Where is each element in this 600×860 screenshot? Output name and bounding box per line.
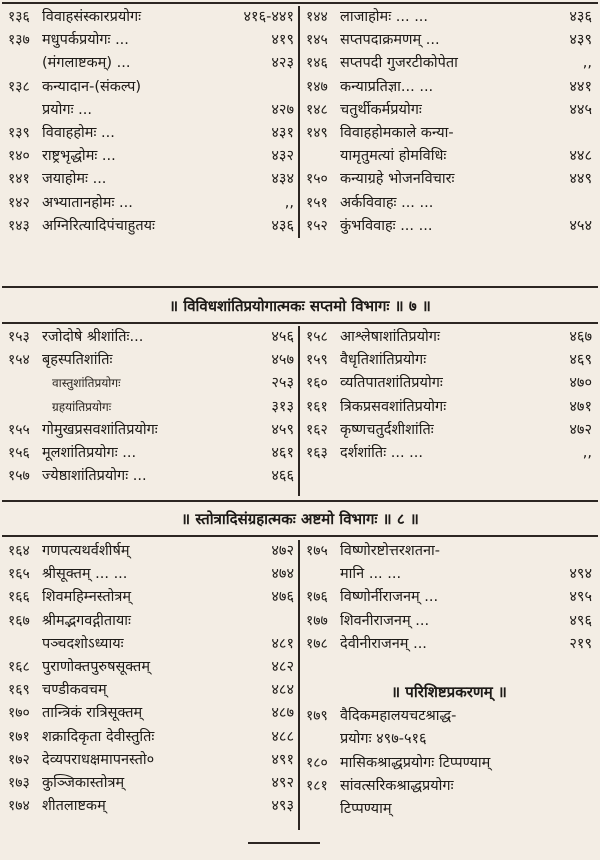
entry-number: १४८ [306, 101, 328, 118]
entry-page: ४२३ [271, 55, 294, 72]
entry-page: ४७१ [569, 398, 592, 415]
entry-page: ४२७ [271, 101, 294, 118]
entry-title: तान्त्रिकं रात्रिसूक्तम् [42, 705, 143, 722]
entry-title: श्रीमद्भगवद्गीतायाः [42, 612, 131, 629]
index-entry [306, 540, 592, 563]
entry-page: ४१६-४४१ [243, 9, 294, 25]
section-2-right-column [306, 326, 592, 465]
entry-page: ४५७ [271, 352, 294, 369]
index-entry [306, 29, 592, 52]
section-heading-7: ॥ विविधशांतिप्रयोगात्मकः सप्तमो विभागः ॥ ७ ॥ [169, 297, 431, 315]
entry-page: ४९३ [271, 798, 294, 815]
index-entry [8, 29, 294, 52]
end-rule [248, 842, 320, 844]
index-entry [306, 563, 592, 586]
entry-page: २१९ [569, 635, 592, 652]
entry-title: गणपत्यथर्वशीर्षम् [42, 543, 130, 559]
entry-page: ४३९ [569, 32, 592, 49]
entry-title: पुराणोक्तपुरुषसूक्तम् [42, 658, 150, 675]
entry-page: ४६६ [271, 468, 294, 485]
entry-number: १६० [306, 375, 328, 392]
entry-page: ४७४ [271, 566, 294, 583]
entry-number: १४४ [306, 9, 328, 25]
index-entry [306, 728, 592, 751]
entry-title: कृष्णचतुर्दशीशांतिः [340, 421, 434, 438]
index-entry [306, 798, 592, 821]
entry-page: ४५६ [271, 329, 294, 345]
index-entry [306, 192, 592, 215]
index-entry [306, 419, 592, 442]
entry-number: १६५ [8, 566, 30, 583]
entry-number: १५२ [306, 217, 328, 234]
entry-number: १३६ [8, 9, 30, 25]
entry-page: ४६७ [569, 329, 592, 345]
entry-page: ४८८ [271, 728, 294, 745]
entry-title: रजोदोषे श्रीशांतिः... [42, 329, 144, 345]
entry-title: सांवत्सरिकश्राद्धप्रयोगः [340, 777, 454, 794]
entry-page: ४९५ [569, 589, 592, 606]
section-2 [0, 326, 600, 496]
entry-title: वास्तुशांतिप्रयोगः [52, 376, 121, 391]
index-entry [306, 349, 592, 372]
entry-number: १५८ [306, 329, 328, 345]
index-entry [8, 52, 294, 75]
entry-number: १५० [306, 171, 328, 188]
section-heading-8: ॥ स्तोत्रादिसंग्रहात्मकः अष्टमो विभागः ॥ ८ ॥ [181, 510, 419, 528]
entry-title: चण्डीकवचम् [42, 682, 107, 699]
entry-page: ४७२ [271, 543, 294, 559]
index-entry [8, 419, 294, 442]
index-entry [306, 215, 592, 238]
entry-number: १६९ [8, 682, 30, 699]
entry-number: १७७ [306, 612, 328, 629]
entry-number: १५९ [306, 352, 328, 369]
entry-title: राष्ट्रभृद्धोमः ... [42, 148, 116, 165]
entry-page: २५३ [271, 375, 294, 392]
index-entry [8, 372, 294, 395]
entry-number: १८१ [306, 777, 328, 794]
entry-number: १६८ [8, 658, 30, 675]
section-3-right-column [306, 540, 592, 821]
entry-title: मूलशांतिप्रयोगः ... [42, 444, 137, 461]
entry-number: १८० [306, 754, 328, 771]
index-entry [8, 99, 294, 122]
entry-title: सप्तपदाक्रमणम् ... [340, 32, 440, 49]
index-entry [306, 145, 592, 168]
entry-number: १६३ [306, 444, 328, 461]
entry-title: कन्याप्रतिज्ञा... ... [340, 78, 434, 95]
index-entry [306, 633, 592, 656]
index-entry [8, 168, 294, 191]
entry-title: पञ्चदशोऽध्यायः [42, 635, 124, 652]
entry-page: ४७० [569, 375, 592, 392]
index-entry [8, 396, 294, 419]
entry-number: १४३ [8, 217, 30, 234]
index-entry [306, 168, 592, 191]
entry-title: अग्निरित्यादिपंचाहुतयः [42, 217, 155, 234]
appendix-heading: ॥ परिशिष्टप्रकरणम् ॥ [391, 683, 507, 702]
index-entry [8, 465, 294, 488]
entry-number: १७३ [8, 774, 30, 791]
entry-number: १७५ [306, 543, 328, 559]
section-1-left-column [8, 6, 294, 238]
entry-page: ३१३ [271, 398, 294, 415]
index-entry [8, 749, 294, 772]
index-entry [8, 442, 294, 465]
index-entry [306, 442, 592, 465]
entry-title: ज्येष्ठाशांतिप्रयोगः ... [42, 468, 147, 485]
entry-page: ४९४ [569, 566, 592, 583]
entry-title: कुंभविवाहः ... ... [340, 217, 433, 234]
entry-number: १४७ [306, 78, 328, 95]
entry-title: कन्याग्रहे भोजनविचारः [340, 171, 455, 188]
entry-number: १६७ [8, 612, 30, 629]
entry-page: ४८७ [271, 705, 294, 722]
entry-title: प्रयोगः ४९७-५१६ [340, 731, 427, 748]
entry-page: ४३१ [271, 124, 294, 141]
section-1-right-column [306, 6, 592, 238]
entry-number: १७६ [306, 589, 328, 606]
entry-page: ४७६ [271, 589, 294, 606]
entry-number: १७८ [306, 635, 328, 652]
entry-title: त्रिकप्रसवशांतिप्रयोगः [340, 398, 447, 415]
section-3-left-column [8, 540, 294, 818]
entry-title: आश्लेषाशांतिप्रयोगः [340, 329, 440, 345]
entry-number: १६१ [306, 398, 328, 415]
column-divider [298, 6, 300, 238]
entry-title: सप्तपदी गुजरटीकोपेता [340, 55, 458, 72]
entry-title: वैधृतिशांतिप्रयोगः [340, 352, 427, 369]
index-entry [8, 122, 294, 145]
entry-title: गोमुखप्रसवशांतिप्रयोगः [42, 421, 158, 438]
entry-page: ४७२ [569, 421, 592, 438]
entry-page: ,, [582, 55, 592, 72]
index-entry [306, 122, 592, 145]
index-entry [8, 795, 294, 818]
index-entry [8, 192, 294, 215]
entry-title: विष्णोर्नीराजनम् ... [340, 589, 439, 606]
entry-title: चतुर्थीकर्मप्रयोगः [340, 101, 422, 118]
entry-page: ४४८ [569, 148, 592, 165]
entry-title: दर्शशांतिः ... ... [340, 444, 423, 461]
rule-below-heading-7 [2, 322, 598, 324]
entry-page: ४३६ [271, 217, 294, 234]
index-entry [306, 326, 592, 349]
entry-number: १३७ [8, 32, 30, 49]
index-entry [306, 372, 592, 395]
entry-title: अभ्यातानहोमः ... [42, 194, 133, 211]
entry-title: मानि ... ... [340, 566, 402, 583]
entry-title: टिप्पण्याम् [340, 800, 392, 817]
index-entry [306, 99, 592, 122]
entry-number: १५४ [8, 352, 30, 369]
entry-page: ४८१ [271, 635, 294, 652]
entry-number: १४६ [306, 55, 328, 72]
entry-number: १६६ [8, 589, 30, 606]
index-entry [306, 610, 592, 633]
index-entry [8, 656, 294, 679]
rule-above-heading-7 [2, 286, 598, 288]
entry-number: १६४ [8, 543, 30, 559]
section-1 [0, 6, 600, 238]
section-2-left-column [8, 326, 294, 488]
index-entry [8, 145, 294, 168]
entry-title: कन्यादान-(संकल्प) [42, 78, 142, 95]
entry-number: १४९ [306, 124, 328, 141]
entry-title: देवीनीराजनम् ... [340, 635, 427, 652]
rule-below-heading-8 [2, 535, 598, 537]
index-entry [8, 540, 294, 563]
entry-page: ४६९ [569, 352, 592, 369]
index-entry [8, 679, 294, 702]
entry-number: १५६ [8, 444, 30, 461]
top-rule [2, 2, 598, 4]
entry-title: यामृतुमत्यां होमविधिः [340, 148, 447, 165]
entry-title: प्रयोगः ... [42, 101, 92, 118]
index-entry [8, 772, 294, 795]
index-entry [8, 349, 294, 372]
entry-title: विष्णोरष्टोत्तरशतना- [340, 543, 440, 559]
entry-title: शीतलाष्टकम् [42, 798, 106, 815]
index-entry [8, 610, 294, 633]
entry-number: १७० [8, 705, 30, 722]
entry-title: (मंगलाष्टकम्) ... [42, 55, 131, 72]
entry-title: मासिकश्राद्धप्रयोगः टिप्पण्याम् [340, 754, 491, 771]
section-3 [0, 540, 600, 830]
entry-page: ४९१ [271, 751, 294, 768]
entry-title: व्यतिपातशांतिप्रयोगः [340, 375, 443, 392]
entry-title: अर्कविवाहः ... ... [340, 194, 434, 211]
entry-page: ४४१ [569, 78, 592, 95]
entry-number: १७४ [8, 798, 30, 815]
index-entry [306, 775, 592, 798]
rule-above-heading-8 [2, 500, 598, 502]
index-entry [8, 586, 294, 609]
entry-title: शक्रादिकृता देवीस्तुतिः [42, 728, 155, 745]
index-entry [306, 76, 592, 99]
entry-number: १४१ [8, 171, 30, 188]
entry-title: देव्यपराधक्षमापनस्तो० [42, 751, 155, 768]
entry-page: ,, [582, 444, 592, 461]
entry-number: १३९ [8, 124, 30, 141]
entry-title: जयाहोमः ... [42, 171, 107, 188]
entry-page: ४३४ [271, 171, 294, 188]
entry-title: शिवनीराजनम् ... [340, 612, 430, 629]
index-entry [8, 633, 294, 656]
index-entry [306, 6, 592, 29]
entry-number: १७२ [8, 751, 30, 768]
index-entry [8, 563, 294, 586]
entry-page: ४९६ [569, 612, 592, 629]
entry-page: ४३२ [271, 148, 294, 165]
index-entry [306, 705, 592, 728]
entry-page: ४६१ [271, 444, 294, 461]
entry-page: ४४५ [569, 101, 592, 118]
entry-number: १७१ [8, 728, 30, 745]
entry-number: १७९ [306, 708, 328, 725]
entry-title: विवाहसंस्कारप्रयोगः [42, 9, 142, 25]
entry-page: ४८४ [271, 682, 294, 699]
index-entry [306, 52, 592, 75]
index-entry [8, 76, 294, 99]
index-entry [8, 726, 294, 749]
index-entry [8, 215, 294, 238]
index-entry [8, 702, 294, 725]
entry-title: लाजाहोमः ... ... [340, 9, 429, 25]
column-divider [298, 326, 300, 496]
entry-title: वैदिकमहालयचटश्राद्ध- [340, 708, 457, 725]
entry-number: १४२ [8, 194, 30, 211]
entry-title: श्रीसूक्तम् ... ... [42, 566, 128, 583]
entry-title: कुञ्जिकास्तोत्रम् [42, 774, 125, 791]
entry-title: विवाहहोमः ... [42, 124, 115, 141]
index-entry [306, 752, 592, 775]
index-entry [8, 6, 294, 29]
entry-page: ४४९ [569, 171, 592, 188]
entry-title: शिवमहिम्नस्तोत्रम् [42, 589, 132, 606]
entry-number: १५५ [8, 421, 30, 438]
index-entry [306, 396, 592, 419]
entry-page: ४५९ [271, 421, 294, 438]
entry-page: ,, [284, 194, 294, 211]
entry-number: १५७ [8, 468, 30, 485]
entry-page: ४९२ [271, 774, 294, 791]
entry-page: ४५४ [569, 217, 592, 234]
entry-title: मधुपर्कप्रयोगः ... [42, 32, 129, 49]
entry-title: ग्रहयांतिप्रयोगः [52, 399, 112, 414]
entry-number: १५३ [8, 329, 30, 345]
column-divider [298, 540, 300, 830]
entry-page: ४१९ [271, 32, 294, 49]
entry-page: ४८२ [271, 658, 294, 675]
entry-number: १६२ [306, 421, 328, 438]
entry-number: १४० [8, 148, 30, 165]
entry-title: विवाहहोमकाले कन्या- [340, 124, 454, 141]
index-entry [306, 656, 592, 679]
entry-number: १५१ [306, 194, 328, 211]
index-entry [8, 326, 294, 349]
entry-number: १३८ [8, 78, 30, 95]
entry-number: १४५ [306, 32, 328, 49]
index-entry [306, 586, 592, 609]
entry-page: ४३६ [569, 9, 592, 25]
entry-title: बृहस्पतिशांतिः [42, 352, 113, 369]
